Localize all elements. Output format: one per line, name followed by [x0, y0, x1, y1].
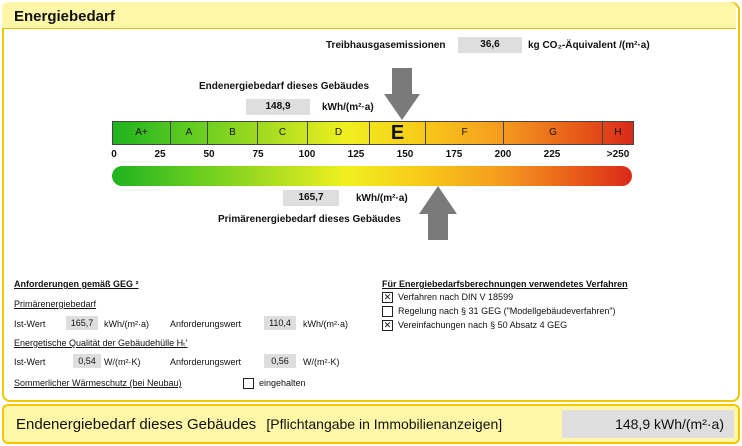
primary-energy-arrow-icon — [419, 186, 457, 240]
end-energy-arrow-icon — [384, 68, 420, 120]
footer-note: [Pflichtangabe in Immobilienanzeigen] — [266, 416, 503, 432]
envelope-requirement-label: Anforderungswert — [170, 357, 242, 367]
class-segment: A+ — [113, 122, 171, 144]
envelope-ist-label: Ist-Wert — [14, 357, 46, 367]
end-energy-value: 148,9 — [246, 99, 310, 115]
class-segment: A — [171, 122, 208, 144]
primary-energy-gradient-bar — [112, 166, 632, 186]
footer-title-text: Endenergiebedarf dieses Gebäudes — [16, 416, 257, 433]
envelope-heading: Energetische Qualität der Gebäudehülle Hₜ' — [14, 338, 188, 348]
ist-value: 165,7 — [66, 316, 98, 330]
method-checkbox-simplified[interactable]: ✕ — [383, 320, 392, 330]
ghg-unit: kg CO₂-Äquivalent /(m²·a) — [528, 40, 650, 51]
ghg-label: Treibhausgasemissionen — [326, 40, 446, 51]
summer-protection-heading: Sommerlicher Wärmeschutz (bei Neubau) — [14, 378, 182, 388]
footer-value: 148,9 kWh/(m²·a) — [562, 410, 734, 438]
method-label-din: Verfahren nach DIN V 18599 — [398, 292, 514, 302]
envelope-ist-unit: W/(m²·K) — [104, 357, 141, 367]
scale-tick: 100 — [298, 149, 316, 160]
footer-bar — [2, 404, 740, 444]
method-label-model: Regelung nach § 31 GEG ("Modellgebäudeverfahren") — [398, 306, 616, 316]
class-segment: C — [258, 122, 308, 144]
summer-protection-check-label: eingehalten — [259, 378, 306, 388]
requirement-label: Anforderungswert — [170, 319, 242, 329]
class-segment: H — [614, 127, 622, 138]
method-heading: Für Energiebedarfsberechnungen verwendetes Verfahren — [382, 279, 628, 289]
envelope-requirement-unit: W/(m²·K) — [303, 357, 340, 367]
scale-tick: 200 — [494, 149, 512, 160]
header-bar — [2, 2, 736, 29]
primary-energy-value: 165,7 — [283, 190, 339, 206]
class-segment: B — [208, 122, 258, 144]
primary-energy-label: Primärenergiebedarf dieses Gebäudes — [218, 214, 401, 225]
envelope-requirement-value: 0,56 — [264, 354, 296, 368]
requirement-value: 110,4 — [264, 316, 296, 330]
method-checkbox-din[interactable]: ✕ — [383, 292, 392, 302]
method-checkbox-model[interactable] — [382, 306, 393, 317]
page-title: Energiebedarf — [14, 8, 115, 25]
summer-protection-checkbox[interactable] — [243, 378, 254, 389]
primary-energy-unit: kWh/(m²·a) — [356, 193, 408, 204]
scale-tick: 175 — [445, 149, 463, 160]
end-energy-unit: kWh/(m²·a) — [322, 102, 374, 113]
class-segment: D — [308, 122, 370, 144]
scale-tick: 0 — [111, 149, 117, 160]
requirement-unit: kWh/(m²·a) — [303, 319, 348, 329]
envelope-ist-value: 0,54 — [73, 354, 101, 368]
footer-title — [16, 416, 502, 433]
ist-label: Ist-Wert — [14, 319, 46, 329]
end-energy-label: Endenergiebedarf dieses Gebäudes — [199, 81, 370, 92]
class-segment: F — [426, 122, 504, 144]
ist-unit: kWh/(m²·a) — [104, 319, 149, 329]
scale-tick: >250 — [606, 149, 630, 160]
scale-tick: 25 — [154, 149, 166, 160]
scale-tick: 150 — [396, 149, 414, 160]
class-segment: G — [504, 122, 603, 144]
method-label-simplified: Vereinfachungen nach § 50 Absatz 4 GEG — [398, 320, 568, 330]
class-segment-highlighted: E — [370, 122, 426, 144]
scale-tick: 225 — [543, 149, 561, 160]
scale-tick: 75 — [252, 149, 264, 160]
primary-requirements-heading: Primärenergiebedarf — [14, 299, 97, 309]
scale-tick: 50 — [203, 149, 215, 160]
requirements-heading: Anforderungen gemäß GEG ² — [14, 279, 139, 289]
scale-tick: 125 — [347, 149, 365, 160]
energy-class-scale — [112, 121, 634, 145]
ghg-value: 36,6 — [458, 37, 522, 53]
